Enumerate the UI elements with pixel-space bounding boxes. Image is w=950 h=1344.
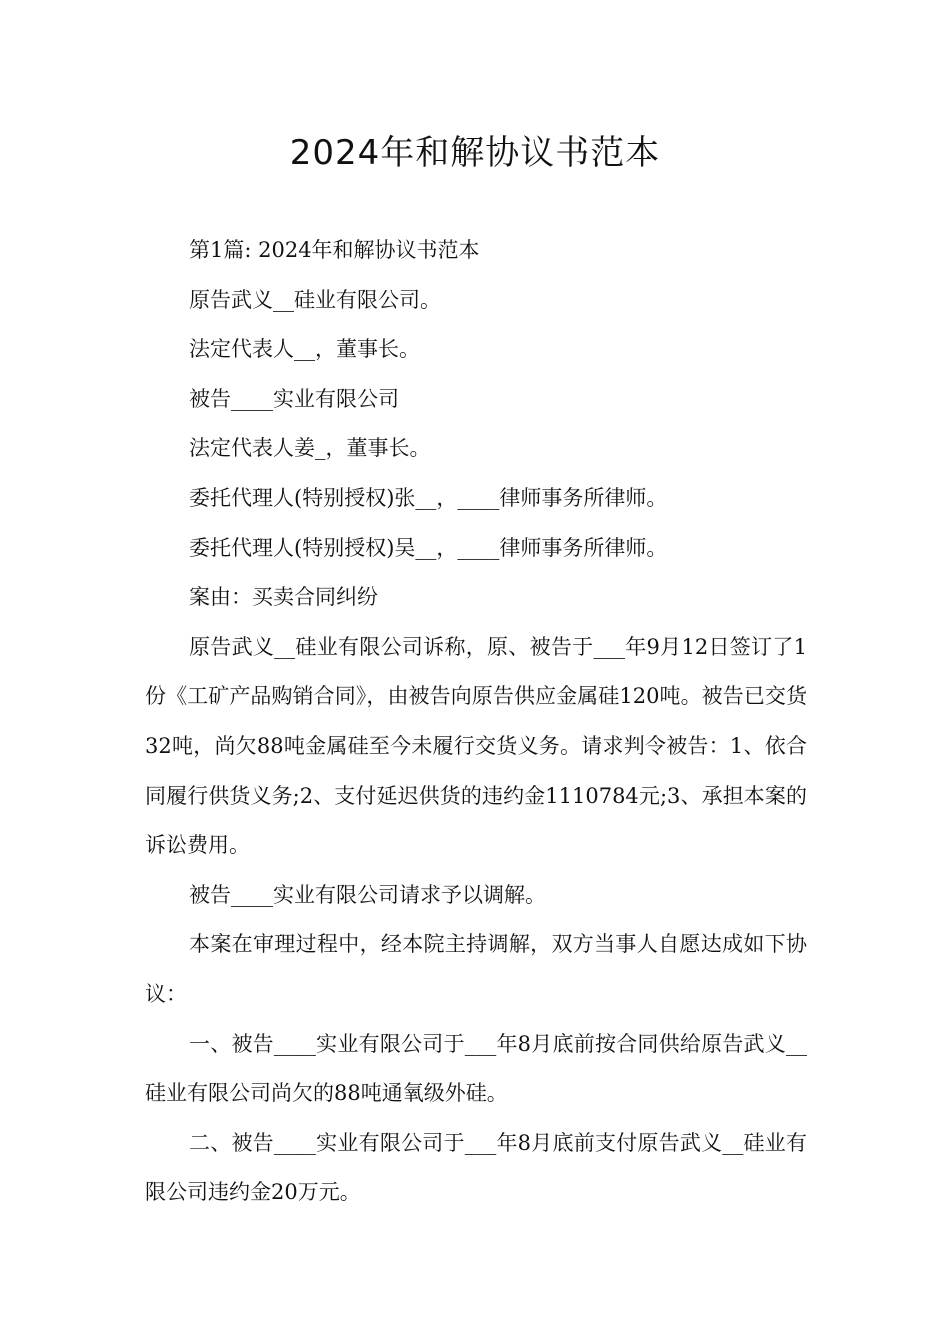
paragraph-agreement-item-1: 一、被告____实业有限公司于___年8月底前按合同供给原告武义__硅业有限公司尚欠的88吨通氧级外硅。 (145, 1031, 807, 1106)
paragraph-plaintiff-claim: 原告武义__硅业有限公司诉称，原、被告于___年9月12日签订了1份《工矿产品购销合同》，由被告向原告供应金属硅120吨。被告已交货32吨，尚欠88吨金属硅至今未履行交货义务。请求判令被告：1、依合同履行供货义务;2、支付延迟供货的违约金1110784元;3、承担本案的诉讼费用。 (145, 634, 807, 858)
paragraph-case-cause: 案由：买卖合同纠纷 (189, 585, 378, 610)
paragraph-agent-zhang: 委托代理人(特别授权)张__，____律师事务所律师。 (189, 485, 668, 510)
paragraph-agreement-item-2: 二、被告____实业有限公司于___年8月底前支付原告武义__硅业有限公司违约金20万元。 (145, 1130, 807, 1205)
paragraph-plaintiff: 原告武义__硅业有限公司。 (189, 287, 441, 312)
paragraph-defendant: 被告____实业有限公司 (189, 386, 399, 411)
paragraph-defendant-request: 被告____实业有限公司请求予以调解。 (189, 882, 546, 907)
paragraph-chapter-heading: 第1篇: 2024年和解协议书范本 (189, 238, 480, 262)
paragraph-agent-wu: 委托代理人(特别授权)吴__，____律师事务所律师。 (189, 535, 668, 560)
document-title: 2024年和解协议书范本 (289, 133, 661, 173)
paragraph-mediation: 本案在审理过程中，经本院主持调解，双方当事人自愿达成如下协议： (145, 932, 807, 1006)
paragraph-defendant-representative: 法定代表人姜_，董事长。 (189, 436, 431, 461)
document-body (145, 226, 807, 1218)
paragraph-plaintiff-representative: 法定代表人__，董事长。 (189, 337, 420, 362)
